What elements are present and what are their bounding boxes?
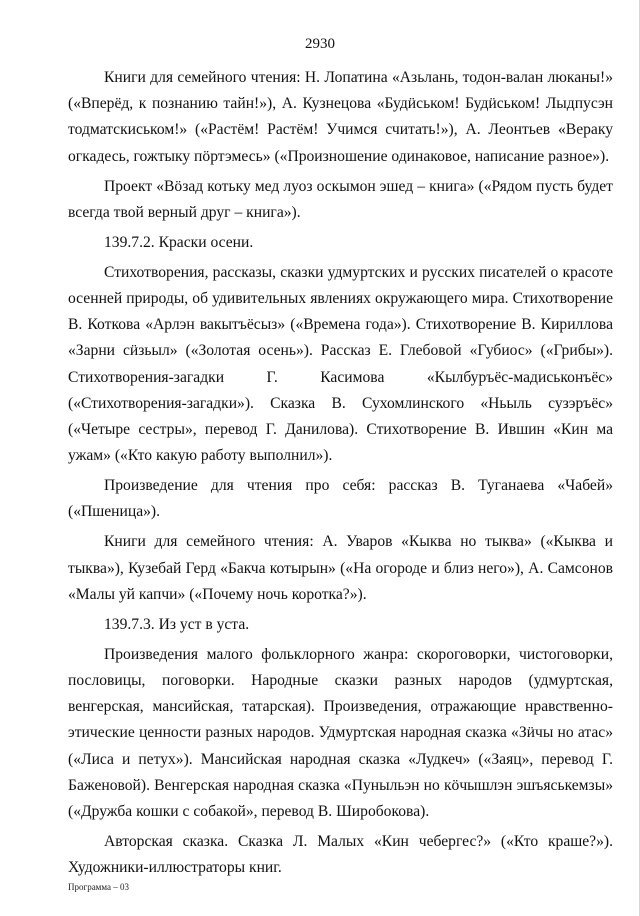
section-heading-autumn-colors: 139.7.2. Краски осени. xyxy=(104,233,254,251)
paragraph-family-reading-books: Книги для семейного чтения: Н. Лопатина «Азьлань, тодон-валан люканы!» («Вперёд, к познанию тайн!»), А. Кузнецова «Будӥськом! Будӥськом! Лыдпусэн тодматскиськом!» («Растём! Растём! Учимся считать!»), А. Леонтьев «Вераку огкадесь, гожтыку пӧртэмесь» («Произношение одинаковое, написание разное»). xyxy=(68,69,613,165)
section-heading-folklore: 139.7.3. Из уст в уста. xyxy=(104,615,250,633)
paragraph-family-reading-books-2: Книги для семейного чтения: А. Уваров «Кыква но тыква» («Кыква и тыква»), Кузебай Герд «Бакча котырын» («На огороде и близ него»), А. Самсонов «Малы уй капчи» («Почему ночь коротка?»). xyxy=(68,533,613,603)
paragraph-autumn-works: Стихотворения, рассказы, сказки удмуртских и русских писателей о красоте осенней природы, об удивительных явлениях окружающего мира. Стихотворение В. Коткова «Арлэн вакытъёсыз» («Времена года»). Стихотворение В. Кириллова «Зарни сӥзьыл» («Золотая осень»). Рассказ Е. Глебовой «Губиос» («Грибы»). Стихотворения-загадки Г. Касимова «Кылбуръёс-мадиськонъёс» («Стихотворения-загадки»). Сказка В. Сухомлинского «Ньыль сузэръёс» («Четыре сестры», перевод Г. Данилова). Стихотворение В. Ившин «Кин ма ужам» («Кто какую работу выполнил»). xyxy=(68,263,613,465)
paragraph-folklore-works: Произведения малого фольклорного жанра: скороговорки, чистоговорки, пословицы, поговорки. Народные сказки разных народов (удмуртская, венгерская, мансийская, татарская). Произведения, отражающие нравственно-этические ценности разных народов. Удмуртская народная сказка «Зӥчы но атас» («Лиса и петух»). Мансийская народная сказка «Лудкеч» («Заяц», перевод Г. Баженовой). Венгерская народная сказка «Пуныльэн но кӧчышлэн эшъяськемзы» («Дружба кошки с собакой», перевод В. Широбокова). xyxy=(68,645,613,821)
page-content xyxy=(68,65,613,885)
paragraph-author-tale: Авторская сказка. Сказка Л. Малых «Кин чебергес?» («Кто краше?»). Художники-иллюстраторы книг. xyxy=(68,833,613,877)
page-number: 2930 xyxy=(305,36,335,52)
page-footer: Программа – 03 xyxy=(68,882,130,892)
paragraph-self-reading: Произведение для чтения про себя: рассказ В. Туганаева «Чабей» («Пшеница»). xyxy=(68,477,613,521)
paragraph-project: Проект «Вӧзад котьку мед луоз оскымон эшед – книга» («Рядом пусть будет всегда твой верный друг – книга»). xyxy=(68,177,613,221)
